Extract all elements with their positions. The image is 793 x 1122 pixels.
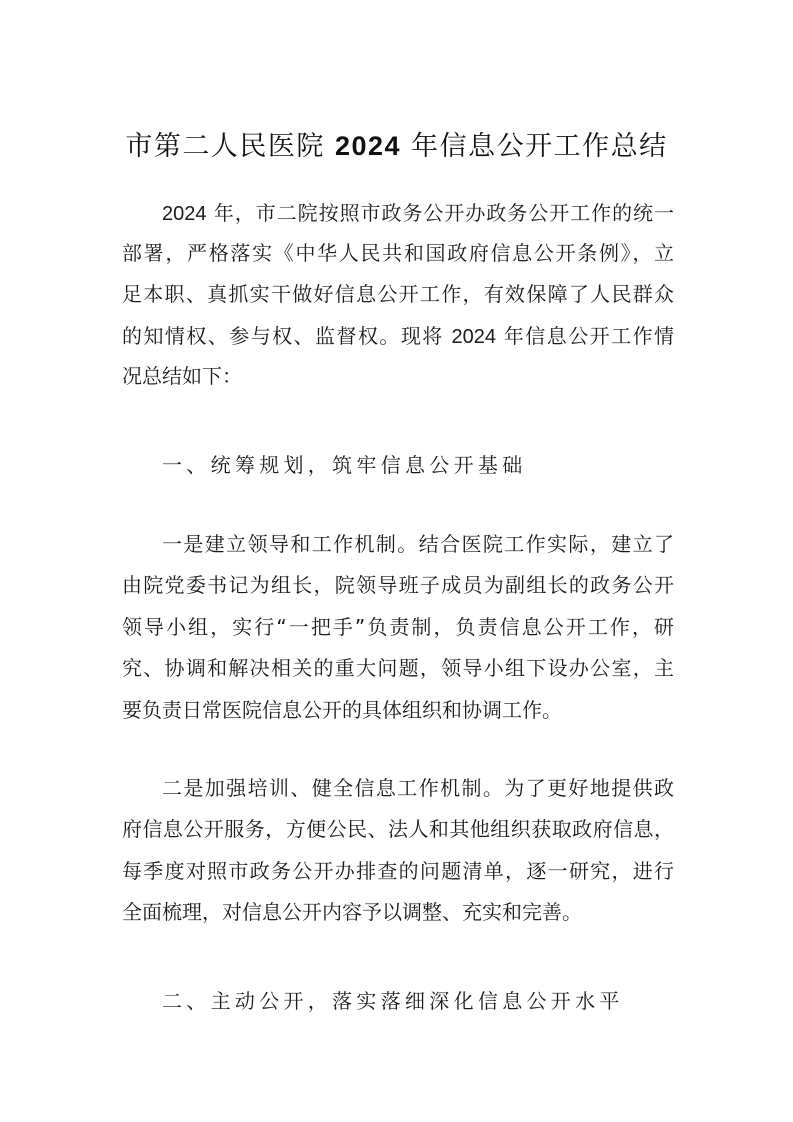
- paragraph-line: 要负责日常医院信息公开的具体组织和协调工作。: [122, 698, 562, 722]
- title-suffix: 年信息公开工作总结: [411, 131, 668, 162]
- intro-text: 年，市二院按照市政务公开办政务公开工作的统一: [206, 201, 674, 225]
- intro-line-1: [162, 199, 674, 227]
- paragraph-line: 究、协调和解决相关的重大问题，领导小组下设办公室，主: [122, 656, 674, 680]
- title-year: 2024: [334, 131, 402, 161]
- intro-text: 年信息公开工作情: [496, 324, 674, 348]
- paragraph-line: 领导小组，实行“一把手”负责制，负责信息公开工作，研: [122, 615, 674, 639]
- paragraph-line: 一是建立领导和工作机制。结合医院工作实际，建立了: [162, 532, 674, 556]
- section-2-heading: 二、主动公开，落实落细深化信息公开水平: [162, 989, 624, 1013]
- intro-text: 的知情权、参与权、监督权。现将: [122, 324, 452, 348]
- intro-line-4: [122, 322, 674, 350]
- section-1-heading: 一、统筹规划，筑牢信息公开基础: [162, 453, 527, 477]
- intro-line-2: 部署，严格落实《中华人民共和国政府信息公开条例》，立: [122, 241, 674, 265]
- title-prefix: 市第二人民医院: [125, 131, 325, 162]
- intro-line-3: 足本职、真抓实干做好信息公开工作，有效保障了人民群众: [122, 282, 674, 306]
- paragraph-line: 府信息公开服务，方便公民、法人和其他组织获取政府信息，: [122, 817, 674, 841]
- intro-year: 2024: [451, 326, 497, 348]
- paragraph-line: 全面梳理，对信息公开内容予以调整、充实和完善。: [122, 900, 582, 924]
- paragraph-line: 二是加强培训、健全信息工作机制。为了更好地提供政: [162, 776, 674, 800]
- paragraph-line: 每季度对照市政务公开办排查的问题清单，逐一研究，进行: [122, 859, 674, 883]
- intro-year: 2024: [162, 203, 207, 225]
- document-title: [0, 126, 793, 167]
- intro-line-5: 况总结如下：: [122, 364, 242, 388]
- paragraph-line: 由院党委书记为组长，院领导班子成员为副组长的政务公开: [122, 573, 674, 597]
